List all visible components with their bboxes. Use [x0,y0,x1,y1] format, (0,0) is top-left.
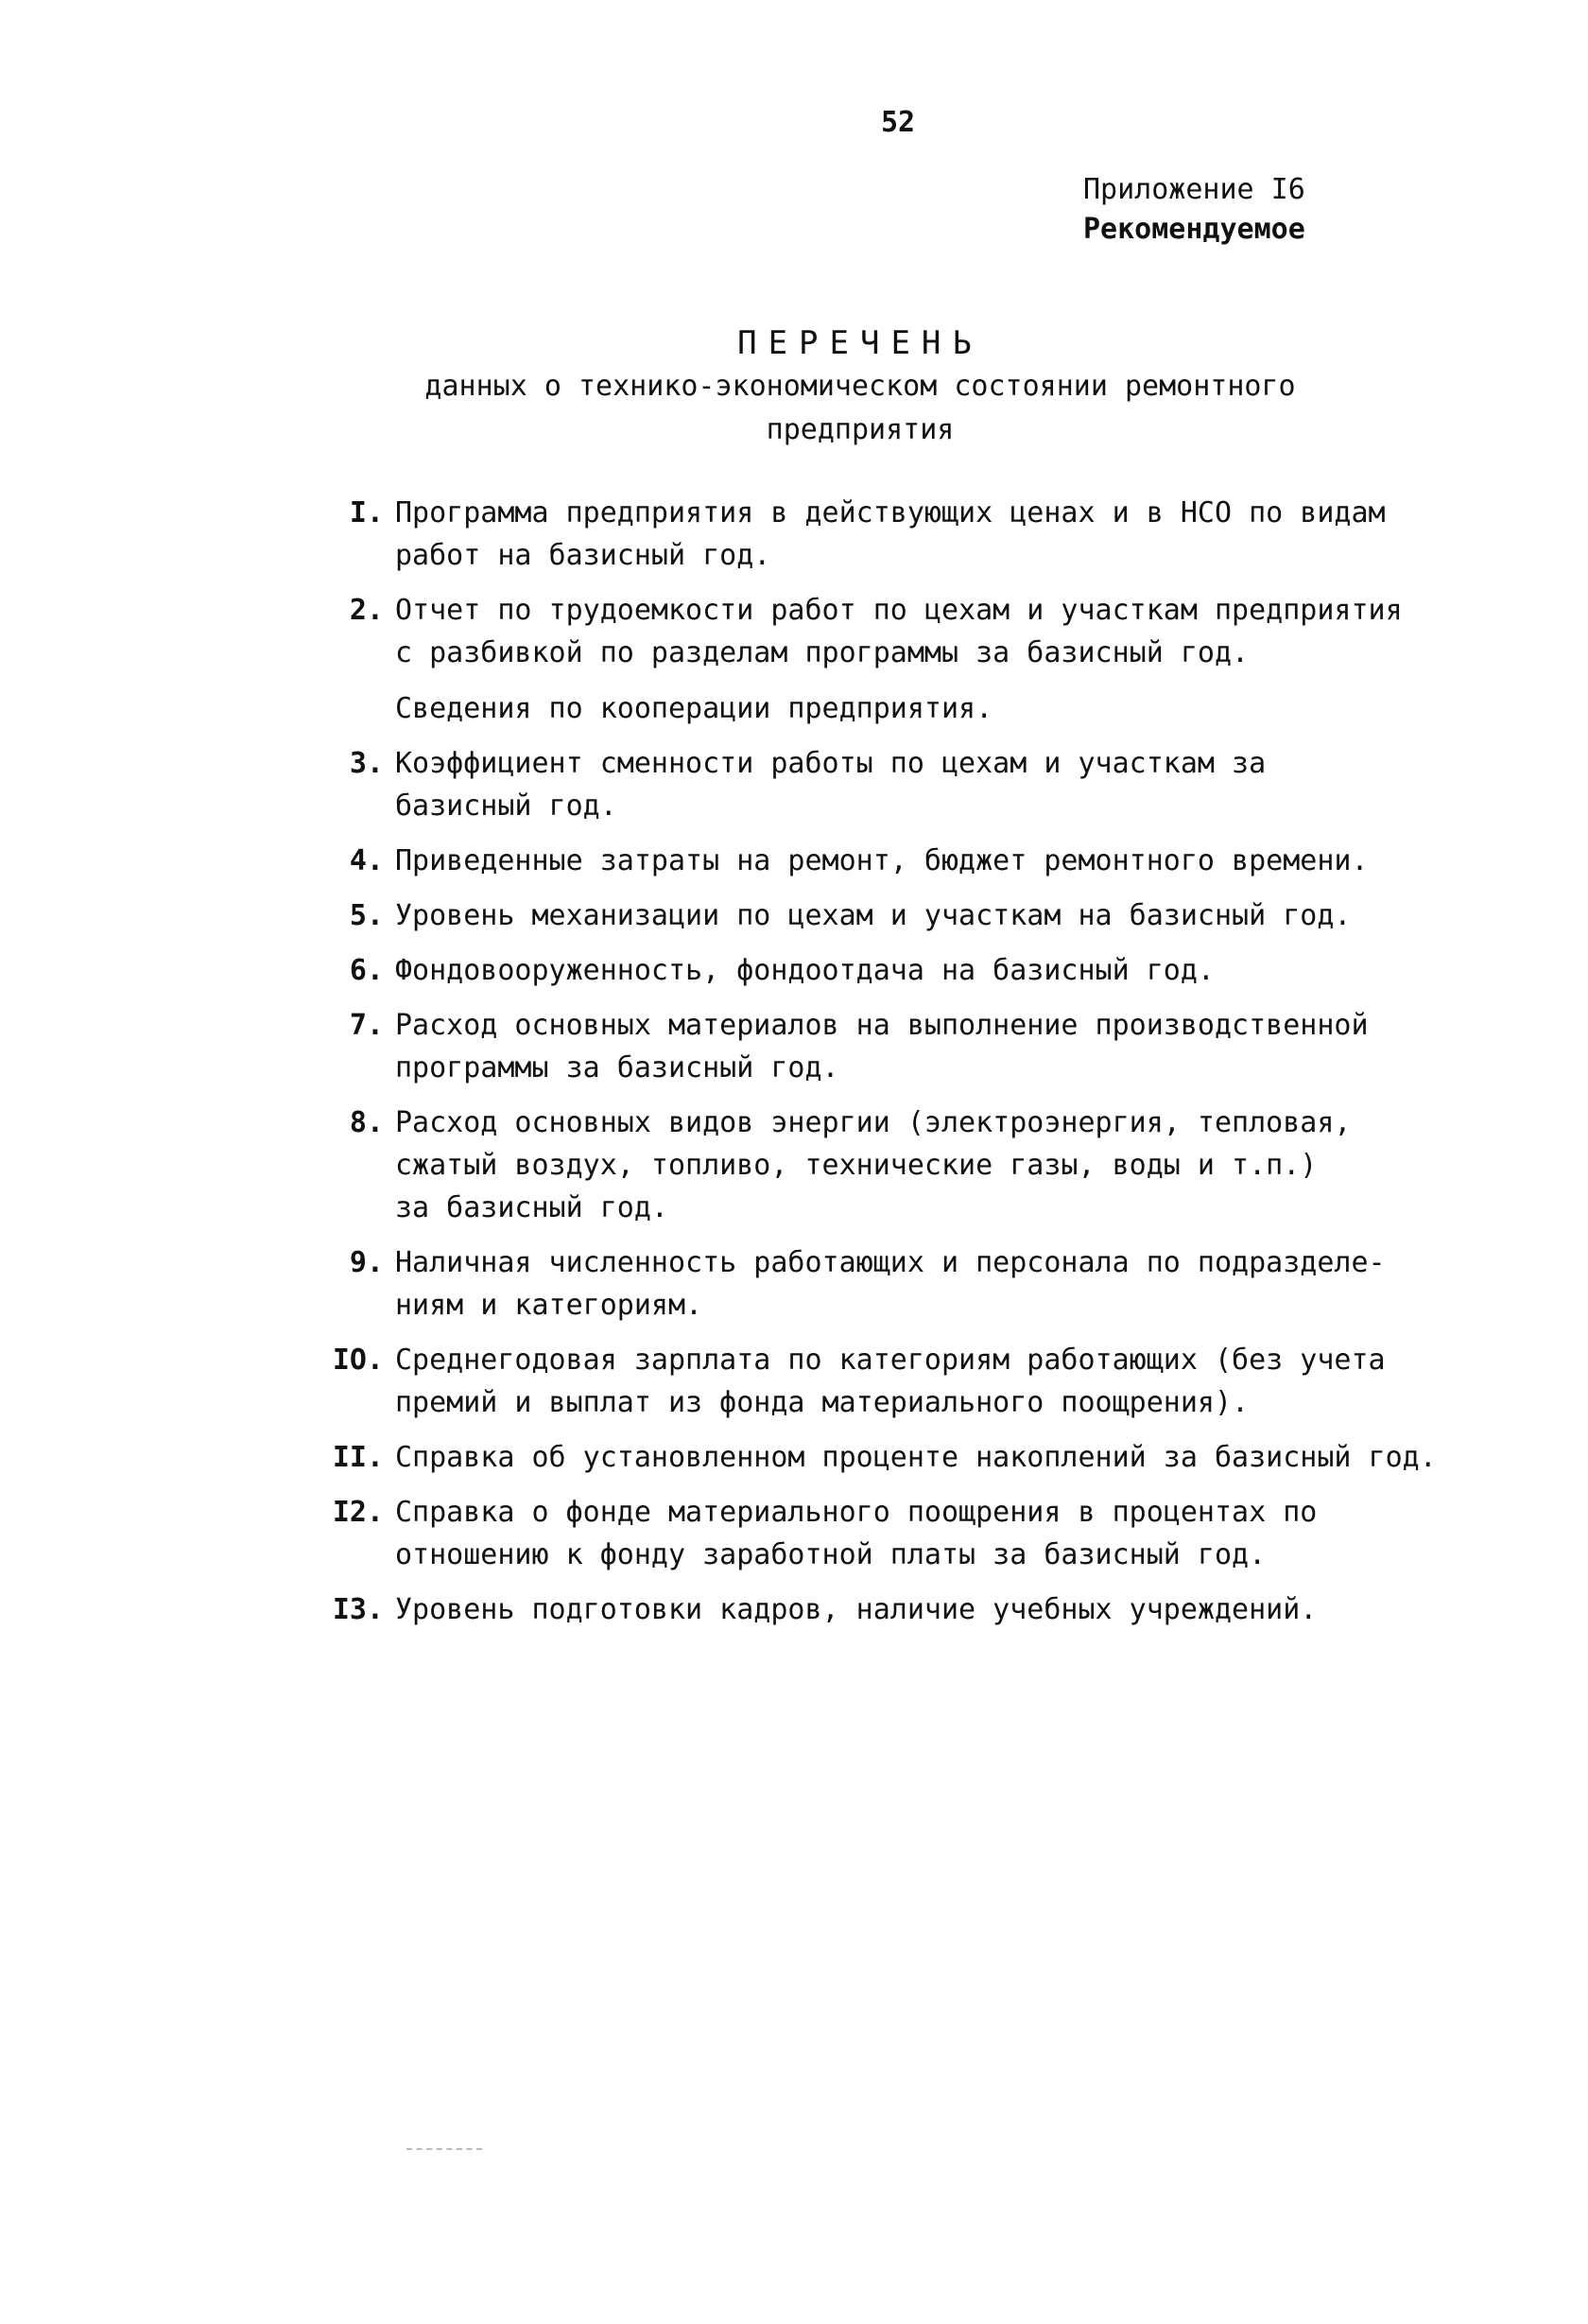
list-item-number: 7. [349,1009,384,1042]
list-item-number: I. [349,496,384,529]
list-item [321,742,1493,827]
list-item-line: Фондовооруженность, фондоотдача на базисный год. [395,954,1215,987]
list-item-number: 2. [349,594,384,627]
list-item-line: Наличная численность работающих и персонала по подразделе- [395,1246,1386,1279]
list-item-line: ниям и категориям. [395,1289,703,1322]
list-item [321,894,1493,937]
list-item [321,1004,1493,1089]
list-item-number: 3. [349,747,384,780]
document-subtitle-line-2: предприятия [766,413,955,446]
list-item-text [395,589,1493,730]
list-item [321,492,1493,577]
document-heading [0,321,1588,452]
page-number [0,106,1588,139]
data-item-list [321,492,1493,1643]
list-item-line: Программа предприятия в действующих ценах и в НСО по видам [395,496,1386,529]
list-item [321,1588,1493,1631]
list-item-line: Справка о фонде материального поощрения в процентах по [395,1496,1318,1529]
list-item-line: Коэффициент сменности работы по цехам и участкам за [395,747,1267,780]
list-item-number: 9. [349,1246,384,1279]
list-item-text [395,840,1493,882]
document-title: ПЕРЕЧЕНЬ [737,324,983,362]
list-item-text [395,894,1493,937]
list-item-extra-line: Сведения по кооперации предприятия. [395,692,993,725]
scan-artifact [406,2148,482,2150]
list-item-line: Расход основных видов энергии (электроэнергия, тепловая, [395,1106,1352,1139]
list-item-number: 5. [349,899,384,932]
list-item-text [395,1004,1493,1089]
list-item-line: отношению к фонду заработной платы за базисный год. [395,1538,1267,1571]
list-item-number: I2. [332,1496,384,1529]
list-item-line: с разбивкой по разделам программы за базисный год. [395,636,1250,669]
list-item-text [395,492,1493,577]
list-item [321,840,1493,882]
list-item-line: программы за базисный год. [395,1051,839,1084]
list-item [321,1241,1493,1327]
list-item-line: Справка об установленном проценте накоплений за базисный год. [395,1441,1437,1474]
list-item-text [395,1339,1493,1424]
list-item-line: за базисный год. [395,1191,668,1224]
list-item-number: I3. [332,1593,384,1626]
list-item-line: Приведенные затраты на ремонт, бюджет ремонтного времени. [395,844,1369,877]
list-item-line: Уровень механизации по цехам и участкам на базисный год. [395,899,1352,932]
list-item-number: 4. [349,844,384,877]
list-item-line: Отчет по трудоемкости работ по цехам и участкам предприятия [395,594,1403,627]
list-item-text [395,1101,1493,1229]
list-item-number: 6. [349,954,384,987]
page-number-text: 52 [880,106,916,139]
list-item-line: Расход основных материалов на выполнение производственной [395,1009,1369,1042]
list-item-text [395,1491,1493,1576]
list-item [321,949,1493,992]
appendix-header [1083,170,1305,250]
list-item-line: Уровень подготовки кадров, наличие учебных учреждений. [395,1593,1318,1626]
list-item-text [395,1436,1493,1479]
list-item-text [395,1241,1493,1327]
list-item [321,1491,1493,1576]
list-item-line: базисный год. [395,789,617,823]
list-item-line: премий и выплат из фонда материального поощрения). [395,1386,1250,1419]
list-item-text [395,1588,1493,1631]
list-item-number: II. [332,1441,384,1474]
list-item-number: 8. [349,1106,384,1139]
list-item [321,1101,1493,1229]
appendix-status: Рекомендуемое [1083,213,1305,246]
list-item-number: IO. [332,1344,384,1377]
appendix-label: Приложение I6 [1083,173,1305,206]
list-item-text [395,949,1493,992]
document-subtitle-line-1: данных о технико-экономическом состоянии ремонтного [424,370,1296,403]
list-item-line: Среднегодовая зарплата по категориям работающих (без учета [395,1344,1386,1377]
list-item [321,589,1493,730]
list-item-line: работ на базисный год. [395,539,771,572]
list-item-text [395,742,1493,827]
list-item-line: сжатый воздух, топливо, технические газы, воды и т.п.) [395,1149,1318,1182]
list-item [321,1436,1493,1479]
list-item [321,1339,1493,1424]
